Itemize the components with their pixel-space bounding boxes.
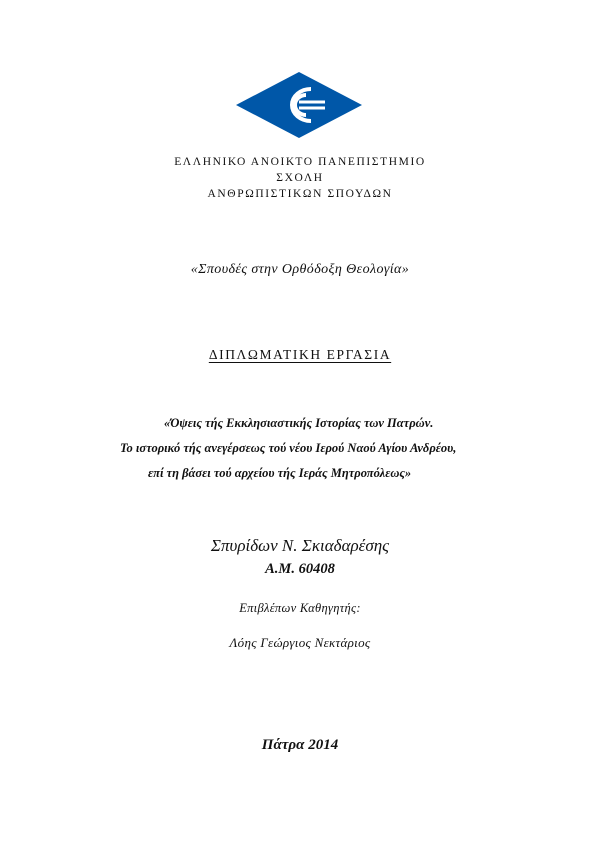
thesis-title-line-3: επί τη βάσει τού αρχείου τής Ιεράς Μητροπόλεως»	[148, 466, 412, 480]
thesis-type: ΔΙΠΛΩΜΑΤΙΚΗ ΕΡΓΑΣΙΑ	[208, 347, 392, 362]
thesis-title-line-1: «Όψεις τής Εκκλησιαστικής Ιστορίας των Πατρών.	[164, 416, 434, 430]
thesis-title-line-2: Το ιστορικό τής ανεγέρσεως τού νέου Ιερού Ναού Αγίου Ανδρέου,	[120, 441, 457, 455]
school-label: ΣΧΟΛΗ	[276, 172, 324, 184]
author-name: Σπυρίδων Ν. Σκιαδαρέσης	[210, 536, 390, 555]
place-date: Πάτρα 2014	[261, 737, 339, 753]
university-heading	[0, 154, 600, 202]
supervisor-label: Επιβλέπων Καθηγητής:	[239, 601, 361, 615]
program-name: «Σπουδές στην Ορθόδοξη Θεολογία»	[190, 262, 410, 277]
supervisor-name: Λόης Γεώργιος Νεκτάριος	[229, 635, 371, 650]
student-id: Α.Μ. 60408	[265, 561, 335, 577]
university-name: ΕΛΛΗΝΙΚΟ ΑΝΟΙΚΤΟ ΠΑΝΕΠΙΣΤΗΜΙΟ	[174, 156, 426, 168]
university-logo-icon	[236, 72, 362, 138]
school-name: ΑΝΘΡΩΠΙΣΤΙΚΩΝ ΣΠΟΥΔΩΝ	[207, 188, 393, 200]
thesis-title	[120, 411, 510, 486]
